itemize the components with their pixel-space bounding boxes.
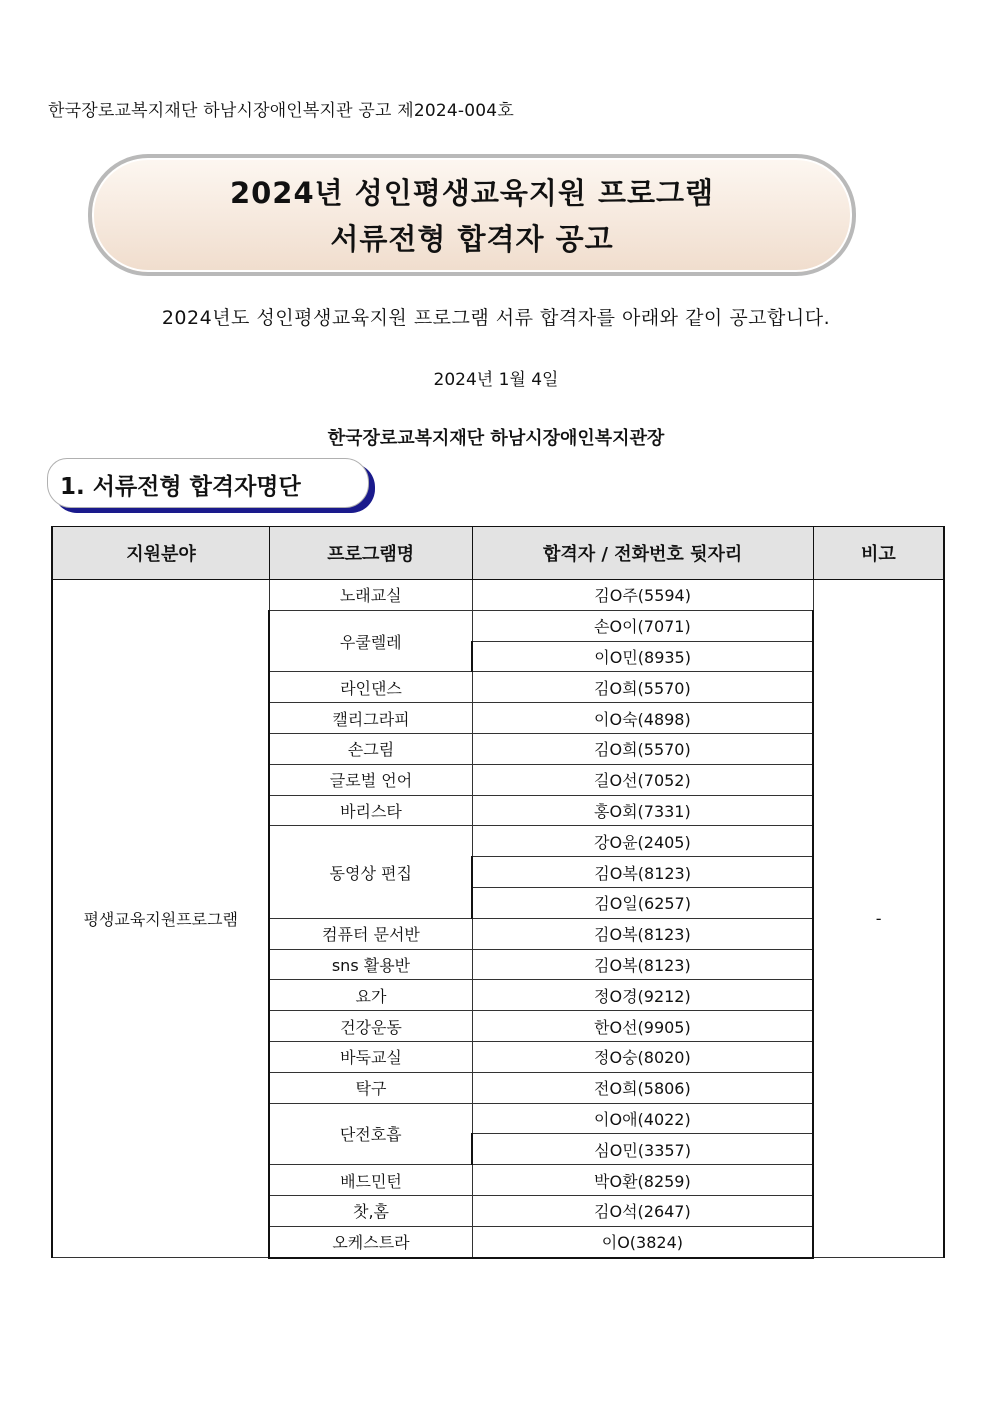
column-header-program: 프로그램명 bbox=[269, 527, 472, 580]
title-line-1: 2024년 성인평생교육지원 프로그램 bbox=[229, 176, 715, 210]
title-banner bbox=[88, 154, 856, 276]
program-cell: 단전호흡 bbox=[269, 1103, 472, 1165]
applicant-cell: 박O환(8259) bbox=[472, 1165, 813, 1196]
program-cell: 요가 bbox=[269, 980, 472, 1011]
note-cell: - bbox=[813, 580, 944, 1258]
program-cell: 건강운동 bbox=[269, 1011, 472, 1042]
applicant-cell: 강O윤(2405) bbox=[472, 826, 813, 857]
program-cell: 캘리그라피 bbox=[269, 703, 472, 734]
applicant-cell: 이O(3824) bbox=[472, 1226, 813, 1257]
column-header-applicant: 합격자 / 전화번호 뒷자리 bbox=[472, 527, 813, 580]
program-cell: 찻,홈 bbox=[269, 1195, 472, 1226]
program-cell: 바리스타 bbox=[269, 795, 472, 826]
program-cell: 우쿨렐레 bbox=[269, 610, 472, 672]
applicant-cell: 정O숭(8020) bbox=[472, 1041, 813, 1072]
program-cell: 컴퓨터 문서반 bbox=[269, 918, 472, 949]
program-cell: 라인댄스 bbox=[269, 672, 472, 703]
applicant-cell: 손O이(7071) bbox=[472, 610, 813, 641]
applicant-cell: 김O복(8123) bbox=[472, 857, 813, 888]
section-heading: 1. 서류전형 합격자명단 bbox=[60, 474, 301, 500]
applicant-cell: 길O선(7052) bbox=[472, 764, 813, 795]
applicant-table bbox=[51, 526, 945, 1259]
table-row bbox=[52, 580, 944, 611]
program-cell: sns 활용반 bbox=[269, 949, 472, 980]
title-line-2: 서류전형 합격자 공고 bbox=[330, 222, 614, 256]
table-header-row bbox=[52, 527, 944, 580]
applicant-cell: 김O복(8123) bbox=[472, 949, 813, 980]
applicant-cell: 김O복(8123) bbox=[472, 918, 813, 949]
program-cell: 오케스트라 bbox=[269, 1226, 472, 1257]
applicant-cell: 한O선(9905) bbox=[472, 1011, 813, 1042]
intro-text: 2024년도 성인평생교육지원 프로그램 서류 합격자를 아래와 같이 공고합니다. bbox=[161, 307, 831, 329]
field-cell: 평생교육지원프로그램 bbox=[52, 580, 269, 1258]
column-header-note: 비고 bbox=[813, 527, 944, 580]
applicant-cell: 김O석(2647) bbox=[472, 1195, 813, 1226]
program-cell: 노래교실 bbox=[269, 580, 472, 611]
section-heading-tab bbox=[47, 458, 369, 508]
column-header-field: 지원분야 bbox=[52, 527, 269, 580]
applicant-cell: 이O애(4022) bbox=[472, 1103, 813, 1134]
program-cell: 배드민턴 bbox=[269, 1165, 472, 1196]
program-cell: 바둑교실 bbox=[269, 1041, 472, 1072]
issuer-name: 한국장로교복지재단 하남시장애인복지관장 bbox=[327, 428, 665, 449]
applicant-cell: 김O희(5570) bbox=[472, 733, 813, 764]
notice-reference: 한국장로교복지재단 하남시장애인복지관 공고 제2024-004호 bbox=[48, 101, 514, 121]
applicant-cell: 김O주(5594) bbox=[472, 580, 813, 611]
program-cell: 동영상 편집 bbox=[269, 826, 472, 918]
applicant-cell: 정O경(9212) bbox=[472, 980, 813, 1011]
applicant-cell: 이O민(8935) bbox=[472, 641, 813, 672]
applicant-cell: 김O희(5570) bbox=[472, 672, 813, 703]
applicant-cell: 홍O회(7331) bbox=[472, 795, 813, 826]
program-cell: 손그림 bbox=[269, 733, 472, 764]
applicant-cell: 이O숙(4898) bbox=[472, 703, 813, 734]
notice-date: 2024년 1월 4일 bbox=[433, 370, 559, 390]
applicant-cell: 전O희(5806) bbox=[472, 1072, 813, 1103]
program-cell: 탁구 bbox=[269, 1072, 472, 1103]
applicant-cell: 김O일(6257) bbox=[472, 887, 813, 918]
program-cell: 글로벌 언어 bbox=[269, 764, 472, 795]
applicant-cell: 심O민(3357) bbox=[472, 1134, 813, 1165]
